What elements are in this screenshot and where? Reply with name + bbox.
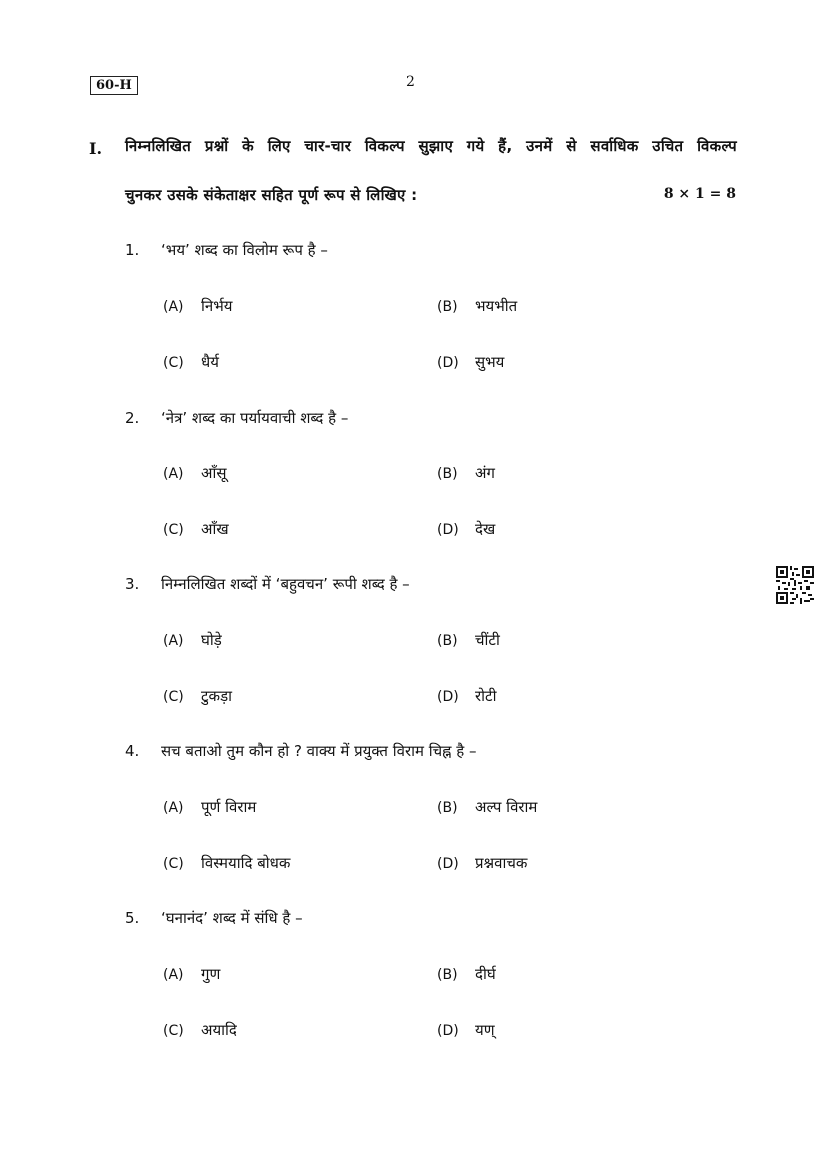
option-c: (C) टुकड़ा [163, 687, 232, 705]
question-4 [125, 741, 476, 761]
question-number: 1. [125, 241, 140, 259]
option-a: (A) निर्भय [163, 297, 233, 315]
option-d: (D) रोटी [437, 687, 497, 705]
section-instruction-line1: निम्नलिखित प्रश्नों के लिए चार-चार विकल्प सुझाए गये हैं, उनमें से सर्वाधिक उचित विकल्प [125, 137, 737, 155]
paper-code: 60-H [90, 76, 138, 95]
option-b: (B) अंग [437, 464, 495, 482]
option-b: (B) भयभीत [437, 297, 518, 315]
question-text: ‘नेत्र’ शब्द का पर्यायवाची शब्द है – [161, 409, 349, 427]
option-d: (D) प्रश्नवाचक [437, 854, 528, 872]
question-1 [125, 240, 328, 260]
option-d: (D) देख [437, 520, 496, 538]
section-marks: 8 × 1 = 8 [663, 186, 736, 202]
option-d: (D) सुभय [437, 353, 505, 371]
option-a: (A) आँसू [163, 464, 227, 482]
page-number: 2 [406, 74, 415, 90]
option-b: (B) चींटी [437, 631, 500, 649]
option-b: (B) अल्प विराम [437, 798, 538, 816]
question-text: सच बताओ तुम कौन हो ? वाक्य में प्रयुक्त विराम चिह्न है – [161, 742, 477, 760]
question-number: 3. [125, 575, 140, 593]
section-number: I. [89, 139, 103, 158]
question-2 [125, 408, 348, 428]
option-a: (A) पूर्ण विराम [163, 798, 257, 816]
option-c: (C) धैर्य [163, 353, 219, 371]
option-d: (D) यण् [437, 1021, 495, 1039]
qr-code-icon [776, 566, 814, 604]
option-c: (C) अयादि [163, 1021, 237, 1039]
question-text: ‘भय’ शब्द का विलोम रूप है – [161, 241, 328, 259]
question-5 [125, 908, 303, 928]
question-3 [125, 574, 410, 594]
question-text: ‘घनानंद’ शब्द में संधि है – [161, 909, 303, 927]
option-a: (A) गुण [163, 965, 221, 983]
option-c: (C) आँख [163, 520, 229, 538]
question-number: 5. [125, 909, 140, 927]
question-text: निम्नलिखित शब्दों में ‘बहुवचन’ रूपी शब्द है – [161, 575, 410, 593]
section-instruction-line2: चुनकर उसके संकेताक्षर सहित पूर्ण रूप से लिखिए : [125, 186, 418, 204]
question-number: 4. [125, 742, 140, 760]
question-number: 2. [125, 409, 140, 427]
option-c: (C) विस्मयादि बोधक [163, 854, 291, 872]
option-a: (A) घोड़े [163, 631, 222, 649]
option-b: (B) दीर्घ [437, 965, 496, 983]
